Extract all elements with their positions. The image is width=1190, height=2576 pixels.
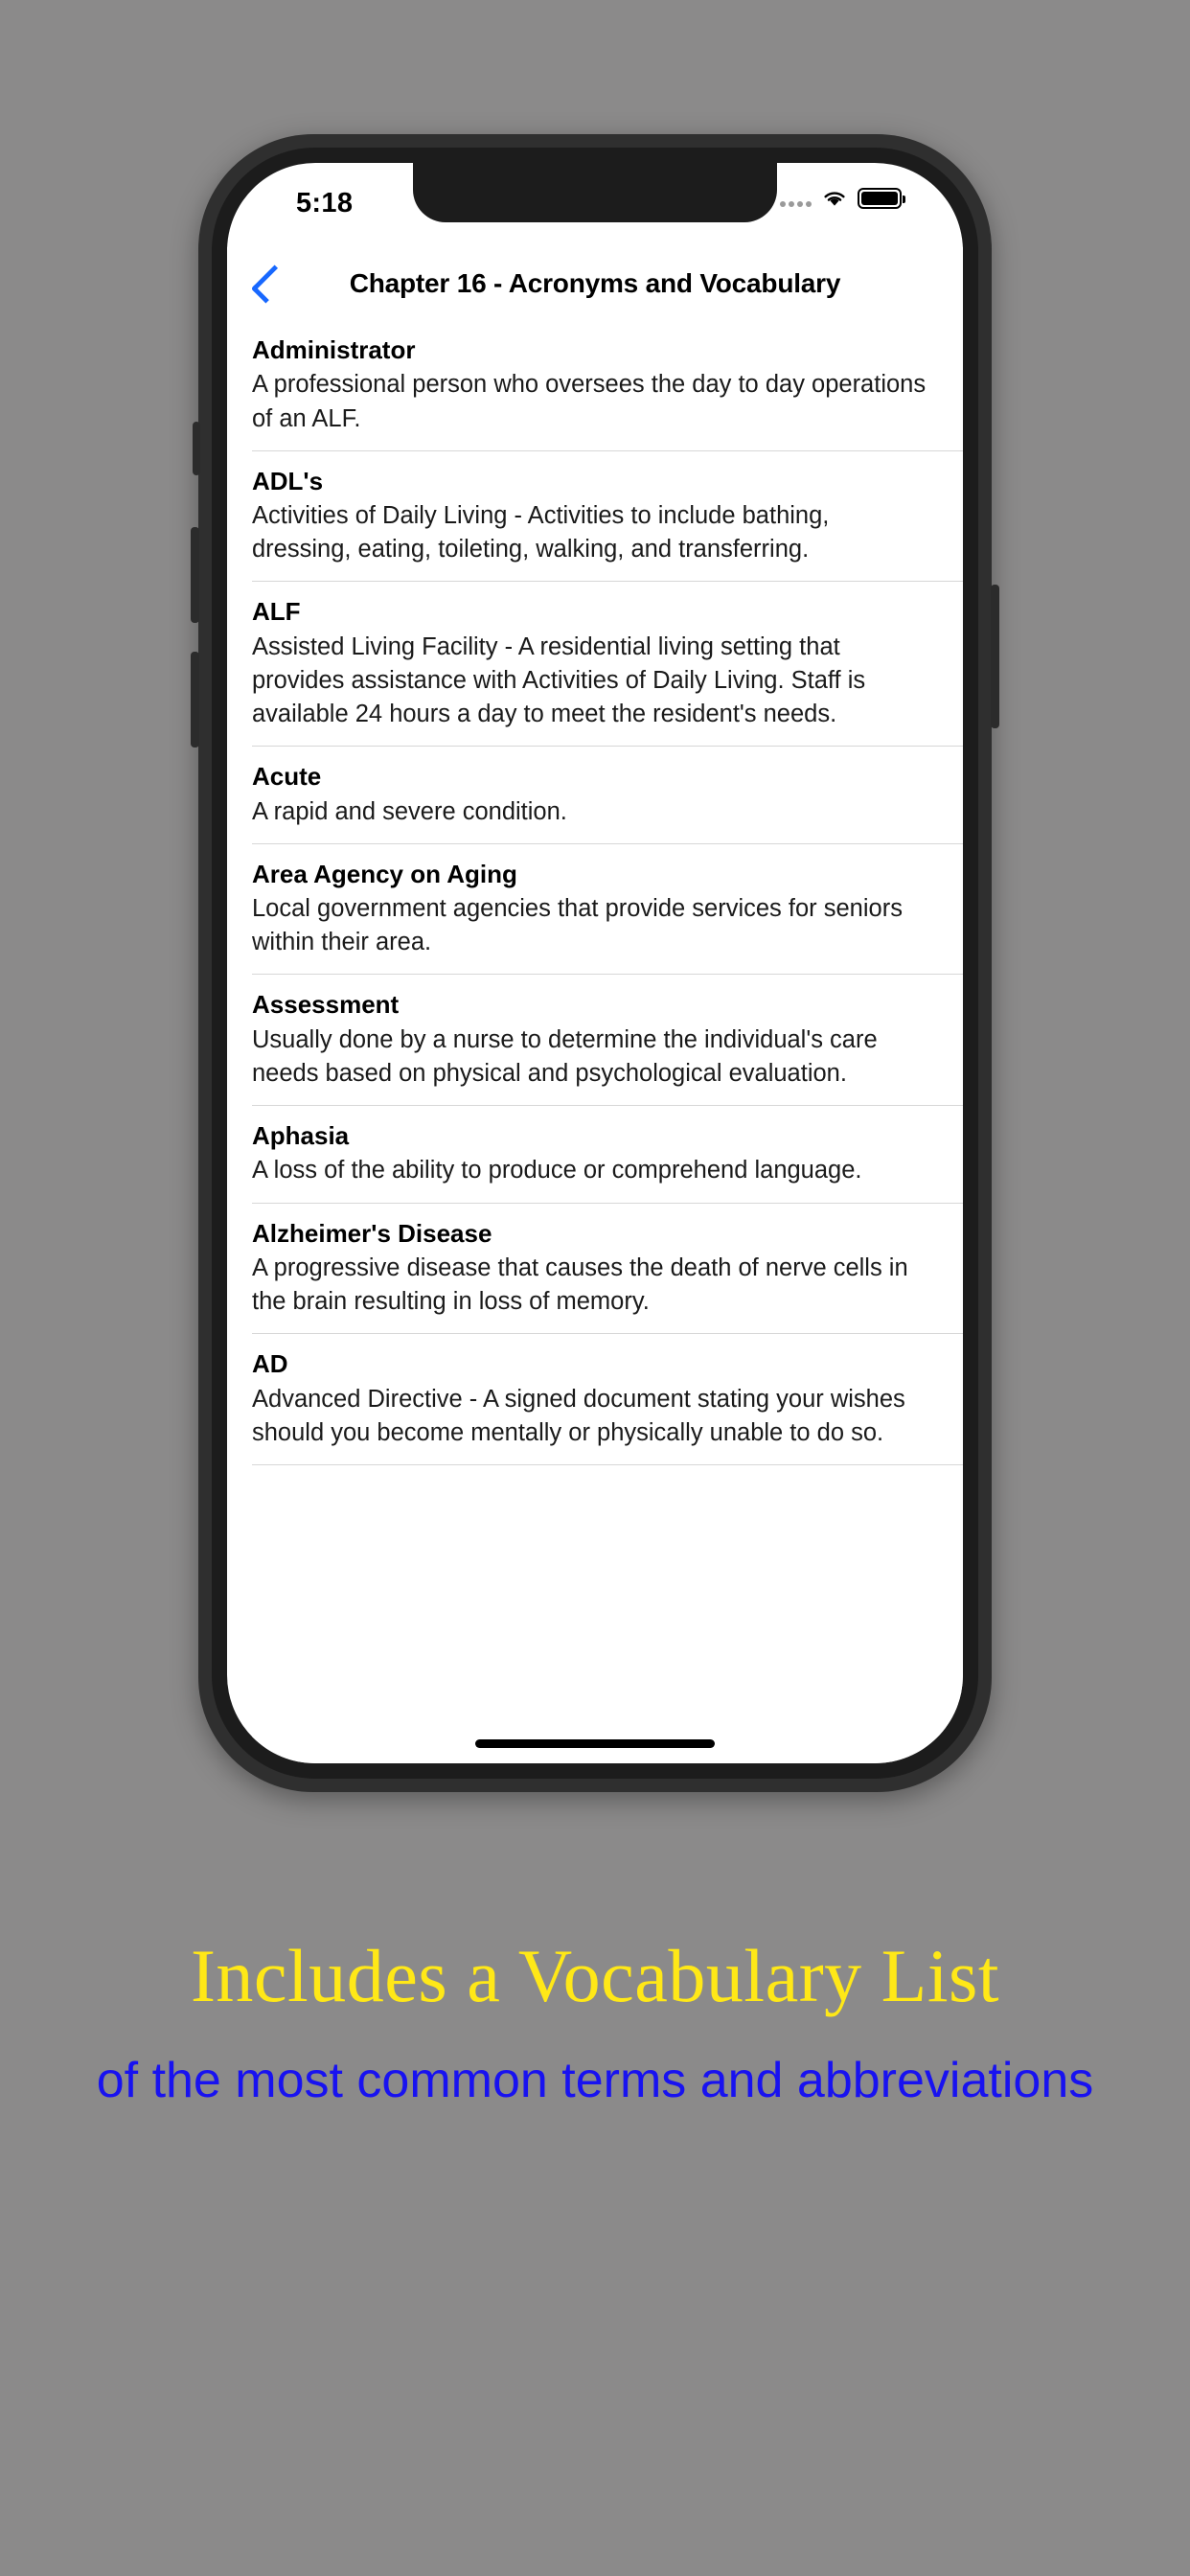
list-item[interactable]	[252, 451, 963, 583]
list-item[interactable]	[252, 1106, 963, 1204]
vocabulary-list[interactable]	[252, 320, 963, 1763]
list-item[interactable]	[252, 1334, 963, 1465]
page-title: Chapter 16 - Acronyms and Vocabulary	[349, 268, 841, 298]
term-label: ADL's	[252, 466, 324, 495]
definition-text: Usually done by a nurse to determine the individual's care needs based on physical and psychological evaluation.	[252, 1025, 878, 1087]
definition-text: Assisted Living Facility - A residential living setting that provides assistance with Activities of Daily Living. Staff is available 24 hours a day to meet the resident's needs.	[252, 632, 866, 728]
term-label: Assessment	[252, 990, 400, 1020]
list-item[interactable]	[252, 320, 963, 451]
term-label: Alzheimer's Disease	[252, 1218, 492, 1248]
list-item[interactable]	[252, 975, 963, 1106]
home-indicator[interactable]	[475, 1739, 715, 1748]
promo-caption	[0, 1936, 1190, 2113]
definition-text: Local government agencies that provide services for seniors within their area.	[252, 895, 903, 956]
phone-mockup	[198, 134, 992, 1792]
wifi-icon	[821, 189, 848, 208]
definition-text: A rapid and severe condition.	[252, 797, 567, 825]
term-label: Area Agency on Aging	[252, 859, 517, 888]
definition-text: A progressive disease that causes the death of nerve cells in the brain resulting in loss of memory.	[252, 1254, 908, 1316]
signal-dots-icon	[780, 190, 812, 207]
term-label: AD	[252, 1349, 288, 1379]
list-item[interactable]	[252, 582, 963, 747]
list-item[interactable]	[252, 844, 963, 976]
term-label: Administrator	[252, 335, 416, 364]
definition-text: A professional person who oversees the day to day operations of an ALF.	[252, 371, 927, 432]
chevron-left-icon	[251, 264, 289, 303]
status-time: 5:18	[296, 188, 354, 218]
list-item[interactable]	[252, 747, 963, 844]
notch	[413, 163, 777, 222]
term-label: Acute	[252, 762, 322, 792]
definition-text: A loss of the ability to produce or comprehend language.	[252, 1157, 862, 1184]
phone-screen	[227, 163, 963, 1763]
list-item[interactable]	[252, 1204, 963, 1335]
battery-full-icon	[858, 188, 902, 209]
volume-down-button[interactable]	[191, 652, 199, 748]
caption-subline: of the most common terms and abbreviations	[96, 2053, 1094, 2109]
navigation-bar	[227, 247, 963, 320]
volume-up-button[interactable]	[191, 527, 199, 623]
definition-text: Advanced Directive - A signed document stating your wishes should you become mentally or physically unable to do so.	[252, 1385, 905, 1446]
term-label: Aphasia	[252, 1121, 350, 1151]
back-button[interactable]	[248, 259, 292, 309]
power-button[interactable]	[991, 585, 999, 728]
status-icons	[780, 188, 902, 209]
caption-headline: Includes a Vocabulary List	[190, 1934, 1000, 2017]
phone-body	[198, 134, 992, 1792]
mute-switch[interactable]	[193, 422, 200, 475]
definition-text: Activities of Daily Living - Activities to include bathing, dressing, eating, toileting, walking, and transferring.	[252, 502, 830, 564]
term-label: ALF	[252, 597, 301, 627]
